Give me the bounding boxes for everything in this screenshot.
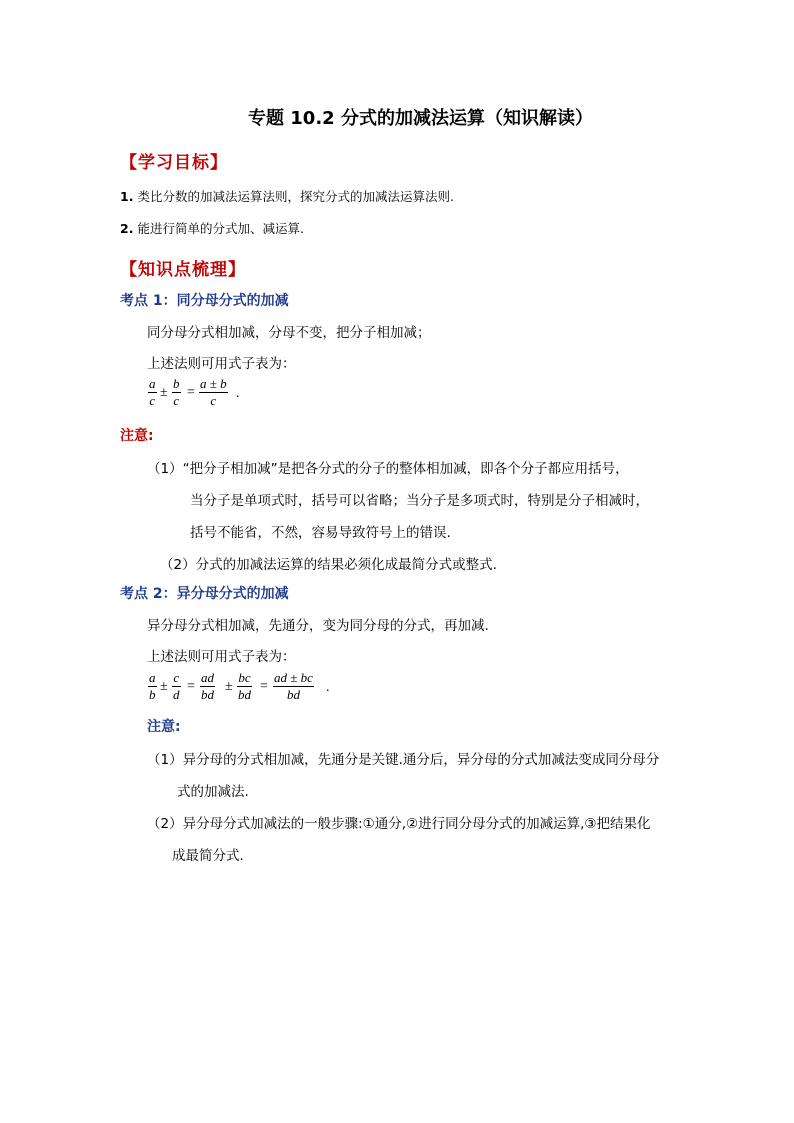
- goal-item-2-text: 能进行简单的分式加、减运算.: [137, 221, 304, 236]
- kp2-fraction-2: [172, 671, 181, 702]
- kp2-op-plus-minus-1: ±: [160, 679, 168, 694]
- kp1-note1-line3: 括号不能省，不然，容易导致符号上的错误.: [190, 525, 451, 541]
- kp2-note1-line1: （1）异分母的分式相加减，先通分是关键.通分后，异分母的分式加减法变成同分母分: [147, 752, 660, 768]
- kp2-fraction-4-denominator: bd: [238, 687, 251, 702]
- kp2-note-label: 注意:: [147, 719, 181, 735]
- kp2-rule: 异分母分式相加减，先通分，变为同分母的分式，再加减.: [147, 618, 489, 634]
- kp1-fraction-result-numerator: a ± b: [200, 376, 227, 391]
- kp1-fraction-result: [199, 377, 228, 408]
- goal-item-2-number: 2.: [120, 221, 134, 236]
- kp2-fraction-4: [237, 671, 252, 702]
- kp2-fraction-3: [200, 671, 215, 702]
- kp2-fraction-1: [148, 671, 157, 702]
- kp1-fraction-1-denominator: c: [149, 393, 156, 408]
- kp2-fraction-2-numerator: c: [173, 670, 180, 685]
- section-heading-goals: 【学习目标】: [120, 153, 228, 173]
- goal-item-1-text: 类比分数的加减法运算法则，探究分式的加减法运算法则.: [137, 189, 454, 204]
- kp1-fraction-2-numerator: b: [173, 376, 180, 391]
- kp2-fraction-result: [273, 671, 314, 702]
- kp2-fraction-1-denominator: b: [149, 687, 156, 702]
- kp1-fraction-1: [148, 377, 157, 408]
- kp2-fraction-2-denominator: d: [173, 687, 180, 702]
- kp1-fraction-2: [172, 377, 181, 408]
- kp2-heading: 考点 2：异分母分式的加减: [120, 586, 289, 602]
- kp2-fraction-result-numerator: ad ± bc: [274, 670, 313, 685]
- kp2-op-equals-1: =: [187, 679, 195, 694]
- section-heading-knowledge: 【知识点梳理】: [120, 260, 246, 280]
- kp1-op-plus-minus: ±: [160, 385, 168, 400]
- kp2-formula-period: .: [326, 680, 330, 695]
- kp2-fraction-3-denominator: bd: [201, 687, 214, 702]
- kp2-fraction-4-numerator: bc: [238, 670, 251, 685]
- kp2-op-equals-2: =: [260, 679, 268, 694]
- kp2-fraction-3-numerator: ad: [201, 670, 214, 685]
- kp1-fraction-result-denominator: c: [210, 393, 217, 408]
- kp2-note2-line2: 成最简分式.: [172, 848, 244, 864]
- kp2-op-plus-minus-2: ±: [225, 679, 233, 694]
- kp1-note1-line2: 当分子是单项式时，括号可以省略；当分子是多项式时，特别是分子相减时，: [190, 493, 649, 509]
- kp1-note2: （2）分式的加减法运算的结果必须化成最简分式或整式.: [160, 557, 497, 573]
- kp1-fraction-2-denominator: c: [173, 393, 180, 408]
- kp2-formula-intro: 上述法则可用式子表为：: [147, 649, 296, 665]
- kp1-formula-period: .: [236, 386, 240, 401]
- kp1-op-equals: =: [187, 385, 195, 400]
- kp1-fraction-1-numerator: a: [149, 376, 156, 391]
- goal-item-1: [120, 187, 454, 205]
- kp2-note2-line1: （2）异分母分式加减法的一般步骤:①通分,②进行同分母分式的加减运算,③把结果化: [147, 816, 651, 832]
- page-title: 专题 10.2 分式的加减法运算（知识解读）: [248, 108, 593, 129]
- kp2-fraction-1-numerator: a: [149, 670, 156, 685]
- kp1-heading: 考点 1：同分母分式的加减: [120, 293, 289, 309]
- goal-item-1-number: 1.: [120, 189, 134, 204]
- kp1-note-label: 注意:: [120, 428, 154, 444]
- goal-item-2: [120, 219, 304, 237]
- kp2-fraction-result-denominator: bd: [286, 687, 300, 702]
- kp1-formula-intro: 上述法则可用式子表为：: [147, 356, 296, 372]
- kp1-rule: 同分母分式相加减，分母不变，把分子相加减；: [147, 325, 431, 341]
- kp1-note1-line1: （1）“把分子相加减”是把各分式的分子的整体相加减，即各个分子都应用括号，: [147, 461, 629, 477]
- kp2-note1-line2: 式的加减法.: [177, 784, 249, 800]
